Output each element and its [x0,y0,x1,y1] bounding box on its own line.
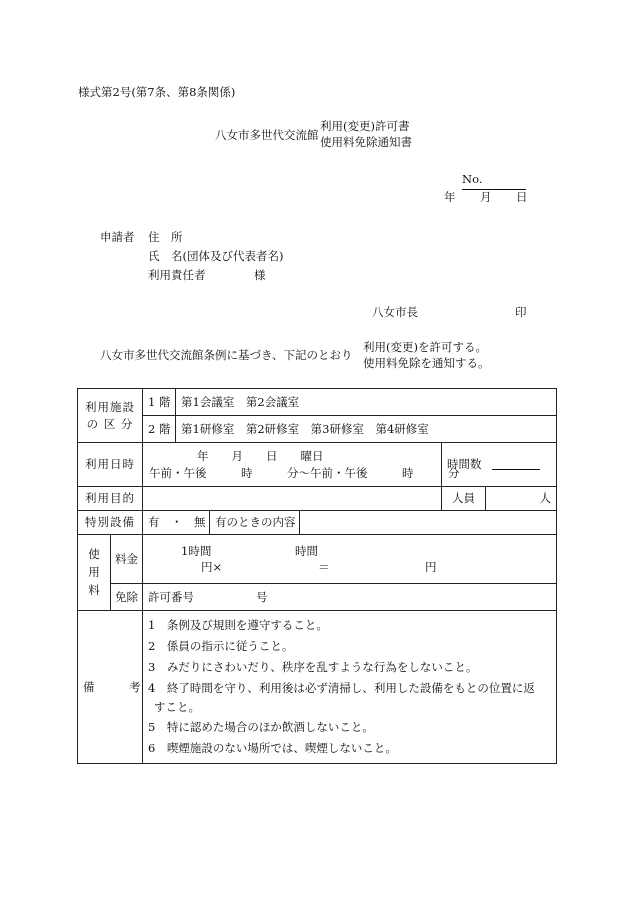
remark-item: 6 喫煙施設のない場所では、喫煙しないこと。 [148,741,397,755]
people-unit: 人 [486,487,557,511]
floor-1-rooms: 第1会議室 第2会議室 [176,389,557,416]
permit-form-table [77,388,557,764]
fee-row [78,535,557,584]
date-month: 月 [480,190,492,204]
issuer-seal: 印 [515,305,527,319]
permit-number-suffix: 号 [256,589,268,604]
issuer-mayor: 八女市長 [372,305,418,319]
remark-item: 2 係員の指示に従うこと。 [148,639,294,653]
floor-2-rooms: 第1研修室 第2研修室 第3研修室 第4研修室 [176,416,557,443]
exempt-row [78,584,557,611]
remarks-label: 備 考 [78,611,143,764]
fee-label: 料金 [111,535,143,584]
date-year: 年 [444,190,456,204]
remark-item: 3 みだりにさわいだり、秩序を乱すような行為をしないこと。 [148,660,478,674]
facility-label-line-1: 利用施設 [85,400,135,415]
fee-yen-times: 円× [201,559,223,574]
datetime-label: 利用日時 [78,443,143,487]
hours-blank [492,460,540,470]
date-day: 日 [516,190,528,204]
fee-hours: 時間 [295,543,318,558]
fee-vertical-label [78,535,111,611]
facility-label-line-2: の 区 分 [86,416,134,431]
applicant-label: 申請者 [100,230,135,244]
equipment-detail: 有のときの内容 [210,511,300,534]
purpose-row [78,487,557,511]
remark-item: 4 終了時間を守り、利用後は必ず清掃し、利用した設備をもとの位置に返 [148,681,535,695]
fee-yen: 円 [425,559,437,574]
people-label: 人員 [442,487,486,511]
facility-row-2 [78,416,557,443]
equipment-label: 特別設備 [78,511,143,535]
facility-row-1 [78,389,557,416]
fee-equals: ＝ [318,559,330,574]
equipment-value-cell [143,511,557,535]
applicant-honorific: 様 [254,268,266,282]
statement-prefix: 八女市多世代交流館条例に基づき、下記のとおり [100,348,353,362]
title-line-2: 使用料免除通知書 [320,135,412,149]
floor-1: 1 階 [143,389,176,416]
equipment-row [78,511,557,535]
purpose-label: 利用目的 [78,487,143,511]
form-number: 様式第2号(第7条、第8条関係) [78,85,236,99]
datetime-row [78,443,557,487]
remark-item-continuation: すこと。 [154,700,200,714]
fee-value [143,535,557,584]
fee-vertical-char-2: 用 [88,564,100,579]
exempt-value [143,584,557,611]
remarks-list [143,611,557,764]
remark-item: 1 条例及び規則を遵守すること。 [148,618,328,632]
applicant-manager: 利用責任者 [148,268,206,282]
fee-vertical-char-1: 使 [88,546,100,561]
facility-label [78,389,143,443]
remark-item: 5 特に認めた場合のほか飲酒しないこと。 [148,720,374,734]
purpose-value [143,487,442,511]
equipment-value: 有 ・ 無 [143,511,210,534]
exempt-label: 免除 [111,584,143,611]
fee-per-hour: 1時間 [181,543,212,558]
permit-number-label: 許可番号 [148,589,194,604]
date-line: 年 月 日 曜日 [197,449,324,464]
time-line: 午前・午後 時 分～午前・午後 時 分 [149,465,460,480]
applicant-address: 住 所 [148,230,183,244]
statement-line-2: 使用料免除を通知する。 [363,356,490,370]
floor-2: 2 階 [143,416,176,443]
hours-label: 時間数 [447,457,482,472]
applicant-name: 氏 名(団体及び代表者名) [148,249,284,263]
document-number [462,172,526,190]
statement-line-1: 利用(変更)を許可する。 [363,340,487,354]
title-line-1: 利用(変更)許可書 [320,119,410,133]
title-prefix: 八女市多世代交流館 [215,128,319,142]
fee-vertical-char-3: 料 [88,582,100,597]
remarks-row [78,611,557,764]
no-label: No. [462,172,483,186]
datetime-value [143,443,460,487]
